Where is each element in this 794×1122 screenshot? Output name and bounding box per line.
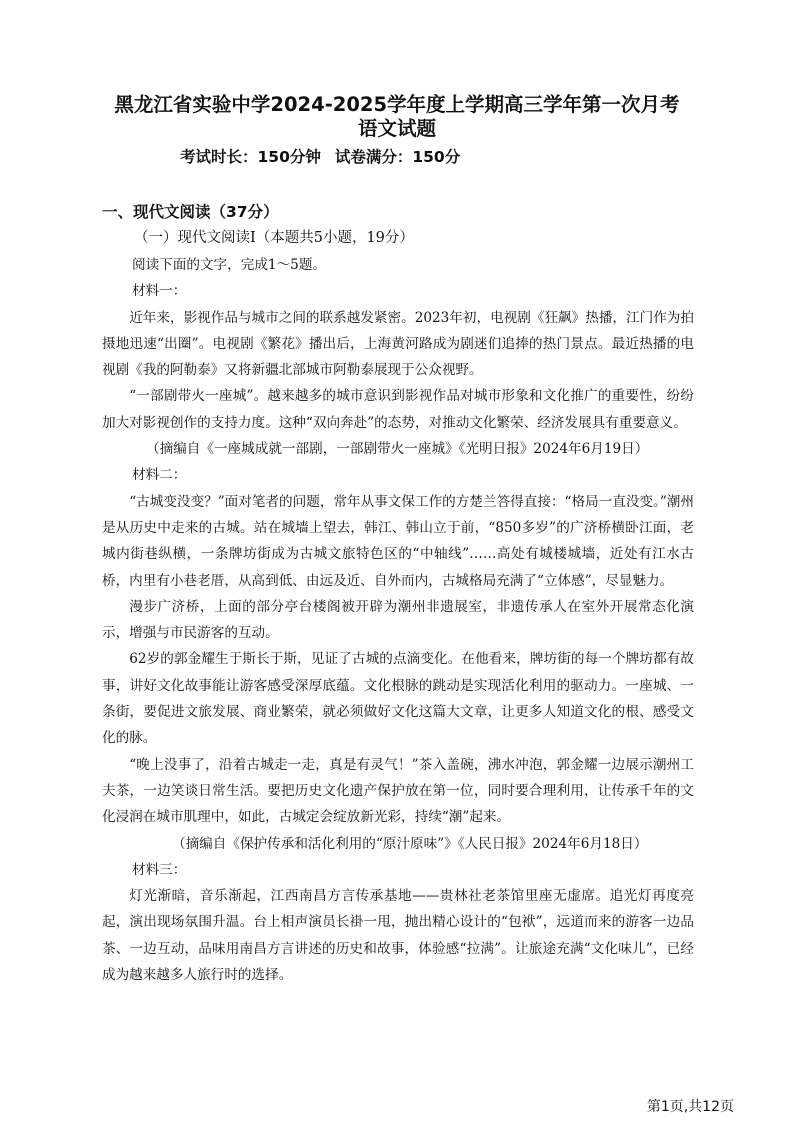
reading-content bbox=[102, 252, 694, 988]
section-heading: 一、现代文阅读（37分） bbox=[102, 203, 279, 221]
exam-meta bbox=[180, 146, 460, 168]
material1-paragraph: 近年来，影视作品与城市之间的联系越发紧密。2023年初，电视剧《狂飙》热播，江门作为拍摄地迅速“出圈”。电视剧《繁花》播出后，上海黄河路成为剧迷们追捧的热门景点。最近热播的电视剧《我的阿勒泰》又将新疆北部城市阿勒泰展现于公众视野。 bbox=[102, 309, 694, 379]
section-subheading: （一）现代文阅读Ⅰ（本题共5小题，19分） bbox=[134, 230, 414, 246]
material1-label: 材料一： bbox=[132, 283, 187, 300]
exam-score: 试卷满分：150分 bbox=[334, 148, 461, 166]
material2-paragraph: “晚上没事了，沿着古城走一走，真是有灵气！”茶入盖碗，沸水冲泡，郭金耀一边展示潮州工夫茶，一边笑谈日常生活。要把历史文化遗产保护放在第一位，同时要合理利用，让传承千年的文化浸润在城市肌理中，如此，古城定会绽放新光彩，持续“潮”起来。 bbox=[102, 756, 694, 826]
material2-label: 材料二： bbox=[132, 467, 187, 484]
exam-duration: 考试时长：150分钟 bbox=[180, 148, 321, 166]
material2-paragraph: “古城变没变？”面对笔者的问题，常年从事文保工作的方楚兰答得直接：“格局一直没变。”潮州是从历史中走来的古城。站在城墙上望去，韩江、韩山立于前，“850多岁”的广济桥横卧江面，老城内街巷纵横，一条牌坊街成为古城文旅特色区的“中轴线”……高处有城楼城墙，近处有江水古桥，内里有小巷老厝，从高到低、由远及近、自外而内，古城格局充满了“立体感”，尽显魅力。 bbox=[102, 493, 694, 589]
material3-paragraph: 灯光渐暗，音乐渐起，江西南昌方言传承基地——贵林社老茶馆里座无虚席。追光灯再度亮起，演出现场氛围升温。台上相声演员长褂一甩，抛出精心设计的“包袱”，远道而来的游客一边品茶、一边互动，品味用南昌方言讲述的历史和故事，体验感“拉满”。让旅途充满“文化味儿”，已经成为越来越多人旅行时的选择。 bbox=[102, 888, 694, 984]
material3-label: 材料三： bbox=[132, 861, 187, 878]
material2-paragraph: 62岁的郭金耀生于斯长于斯，见证了古城的点滴变化。在他看来，牌坊街的每一个牌坊都有故事，讲好文化故事能让游客感受深厚底蕴。文化根脉的跳动是实现活化利用的驱动力。一座城、一条街，要促进文旅发展、商业繁荣，就必须做好文化这篇大文章，让更多人知道文化的根、感受文化的脉。 bbox=[102, 651, 694, 747]
page-number: 第1页,共12页 bbox=[646, 1099, 734, 1115]
exam-title: 黑龙江省实验中学2024-2025学年度上学期高三学年第一次月考 bbox=[114, 93, 680, 116]
instruction-text: 阅读下面的文字，完成1～5题。 bbox=[132, 257, 327, 273]
material2-source: （摘编自《保护传承和活化利用的“原汁原味”》《人民日报》2024年6月18日） bbox=[172, 835, 648, 852]
material1-source: （摘编自《一座城成就一部剧，一部剧带火一座城》《光明日报》2024年6月19日） bbox=[146, 441, 649, 458]
exam-subtitle: 语文试题 bbox=[357, 117, 436, 140]
material2-paragraph: 漫步广济桥，上面的部分亭台楼阁被开辟为潮州非遗展室，非遗传承人在室外开展常态化演示，增强与市民游客的互动。 bbox=[102, 598, 694, 642]
material1-paragraph: “一部剧带火一座城”。越来越多的城市意识到影视作品对城市形象和文化推广的重要性，纷纷加大对影视创作的支持力度。这种“双向奔赴”的态势，对推动文化繁荣、经济发展具有重要意义。 bbox=[102, 388, 694, 431]
